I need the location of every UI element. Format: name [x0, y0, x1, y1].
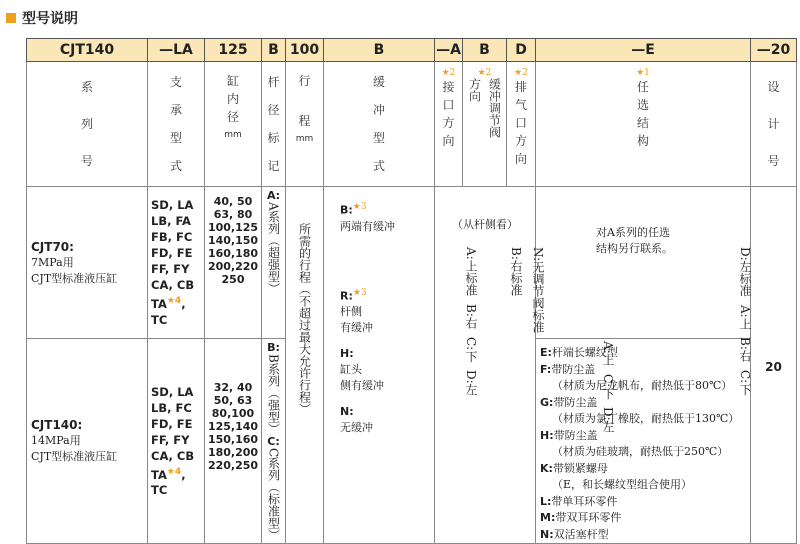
label-series: [27, 62, 148, 187]
adj-option: A:上: [601, 341, 615, 366]
design-value: 20: [765, 359, 782, 374]
support-item: FF, FY: [151, 262, 190, 277]
bore-item: 80,100: [211, 407, 255, 420]
rod-code: C:: [267, 434, 280, 448]
code-adj: B: [463, 39, 507, 62]
cushion-code: R:: [340, 289, 353, 303]
label-char: 程: [298, 114, 311, 128]
option-text: 带防尘盖: [553, 395, 598, 409]
adj-option: N:无调节阀标准: [531, 247, 545, 334]
option-code: N:: [540, 527, 554, 541]
label-char: 型: [169, 131, 182, 145]
port-option: B:右: [464, 303, 478, 329]
note-star: ★3: [352, 287, 367, 298]
label-char: 冲: [372, 103, 385, 117]
label-char: 行: [298, 74, 311, 88]
label-char: 计: [767, 116, 780, 131]
label-char: 标: [267, 131, 280, 145]
label-char: 口: [514, 116, 527, 130]
bore-list-a: [205, 187, 262, 339]
option-text: 杆端长螺纹型: [551, 346, 618, 359]
option-text: 带防尘盖: [553, 428, 598, 442]
support-item: CA, CB: [151, 448, 195, 463]
support-item: SD, LA: [151, 198, 194, 213]
label-char: 式: [372, 159, 385, 173]
label-char: 型: [372, 131, 385, 145]
stroke-cell: [286, 187, 324, 544]
label-char: 式: [169, 159, 182, 173]
support-item: LB, FC: [151, 400, 192, 415]
option-code: F:: [540, 362, 552, 376]
port-option: D:左: [464, 369, 478, 396]
option-code: M:: [540, 511, 556, 524]
label-char: 杆: [267, 75, 280, 89]
label-options: [536, 62, 751, 187]
cushion-text: 侧有缓冲: [340, 379, 384, 393]
label-char: 接: [442, 80, 455, 94]
code-port: —A: [435, 39, 463, 62]
label-char: 径: [226, 110, 239, 124]
label-stroke: [286, 62, 324, 187]
series-desc: 14MPa用: [31, 434, 81, 447]
label-char: 列: [80, 116, 93, 131]
bore-item: 32, 40: [213, 381, 253, 394]
adj-options: [507, 247, 709, 433]
rod-text: C系列（标准型）: [266, 447, 281, 542]
port-options: [435, 247, 507, 433]
note-star: ★4: [166, 296, 182, 307]
bore-item: 63, 80: [213, 208, 253, 221]
bore-item: 200,220: [207, 260, 259, 273]
support-item: FD, FE: [151, 246, 193, 261]
note-star: ★2: [514, 68, 528, 78]
label-char: 向: [442, 134, 455, 148]
bore-item: 250: [221, 273, 245, 286]
vent-option: B:右: [738, 337, 752, 363]
label-char: 构: [636, 134, 649, 148]
label-bore: [205, 62, 262, 187]
label-char: 排: [514, 80, 527, 94]
label-char: 结: [636, 116, 649, 130]
label-char: 缓: [372, 75, 385, 89]
support-item: [151, 293, 204, 328]
label-char: 径: [267, 103, 280, 117]
note-star: ★2: [441, 68, 456, 78]
label-char: 内: [226, 92, 239, 106]
option-text: （材质为尼龙帆布，耐热低于80℃）: [552, 379, 733, 392]
support-item: FF, FY: [151, 432, 190, 447]
vent-option: A:上: [738, 304, 752, 330]
label-row: [27, 62, 797, 187]
cushion-text: 有缓冲: [340, 321, 373, 335]
label-cushion: [324, 62, 435, 187]
bore-list-b: [205, 339, 262, 544]
label-vent: [507, 62, 536, 187]
note-star: ★2: [477, 68, 492, 78]
support-item: FB, FC: [151, 230, 193, 245]
rod-code: A:: [266, 189, 281, 202]
option-text: 带防尘盖: [551, 362, 596, 376]
rod-a-cell: [262, 187, 286, 339]
series-code: CJT70:: [31, 239, 74, 254]
support-list-a: [148, 187, 205, 339]
label-port: [435, 62, 463, 187]
cushion-text: 缸头: [340, 363, 362, 377]
option-code: G:: [540, 395, 554, 409]
label-adj: [463, 62, 507, 187]
rod-text: B系列（强型）: [266, 354, 281, 435]
view-note: （从杆侧看）: [452, 218, 518, 231]
support-item: LB, FA: [151, 214, 191, 229]
label-char: 任: [636, 80, 649, 94]
label-char: 口: [442, 98, 455, 112]
label-char: 系: [80, 79, 93, 94]
bore-item: 160,180: [207, 247, 259, 260]
section-title: [6, 8, 78, 28]
label-char: 向: [514, 152, 527, 166]
page-title: 型号说明: [22, 11, 78, 27]
rod-bc-cell: [262, 339, 286, 544]
label-char: 承: [169, 103, 182, 117]
support-item-code: TA: [151, 467, 167, 482]
label-unit: mm: [295, 134, 314, 144]
support-item: FD, FE: [151, 416, 193, 431]
model-spec-table: [26, 38, 797, 544]
adj-option: C:下: [601, 373, 615, 400]
bore-item: 180,200: [207, 446, 259, 459]
stroke-text: 所需的行程（不超过最大允许行程）: [297, 223, 312, 415]
bore-item: 150,160: [207, 433, 259, 446]
series-desc: 7MPa用: [31, 255, 74, 269]
spec-row-a: [27, 187, 797, 339]
support-item: SD, LA: [151, 384, 194, 399]
code-vent: D: [507, 39, 536, 62]
series-cjt140: [27, 339, 148, 544]
label-support: [148, 62, 205, 187]
option-code: K:: [540, 461, 553, 475]
port-option: A:上标准: [464, 247, 478, 296]
option-text: （材质为硅玻璃，耐热低于250℃）: [552, 445, 729, 458]
label-unit: mm: [224, 130, 242, 140]
port-option: C:下: [464, 336, 478, 362]
label-vertical: 方向: [467, 78, 482, 102]
rod-text: A系列（超强型）: [266, 202, 281, 295]
vent-options: [709, 247, 781, 433]
options-note: 结构另行联系。: [596, 242, 673, 255]
support-item: CA, CB: [151, 278, 195, 293]
code-design: —20: [751, 39, 797, 62]
bore-item: 50, 63: [213, 394, 253, 407]
support-item-code: TA: [151, 296, 167, 311]
cushion-code: B:: [340, 203, 353, 217]
options-note: 对A系列的任选: [596, 226, 670, 239]
cushion-text: 两端有缓冲: [340, 219, 395, 233]
series-cjt70: [27, 187, 148, 339]
option-text: （E，和长螺纹型组合使用）: [552, 478, 693, 491]
label-char: 方: [514, 134, 527, 148]
support-item: [151, 464, 204, 499]
bore-item: 125,140: [207, 420, 259, 433]
option-code: L:: [540, 494, 552, 508]
option-text: 带双耳环零件: [555, 511, 622, 524]
option-code: E:: [540, 346, 552, 359]
adj-option: D:左: [601, 407, 615, 433]
series-code: CJT140:: [31, 418, 83, 432]
label-char: 设: [767, 79, 780, 94]
label-char: 号: [767, 154, 780, 169]
label-char: 号: [80, 154, 93, 169]
code-series: CJT140: [27, 39, 148, 62]
label-char: 方: [442, 116, 455, 130]
label-vertical: 缓冲调节阀: [487, 78, 502, 138]
label-rod: [262, 62, 286, 187]
label-char: 支: [169, 75, 182, 89]
support-item-code: , TC: [151, 467, 186, 498]
vent-option: C:下: [738, 370, 752, 396]
note-star: ★3: [352, 202, 367, 212]
code-options: —E: [536, 39, 751, 62]
cushion-text: 无缓冲: [340, 421, 373, 435]
bore-item: 140,150: [207, 234, 259, 247]
series-desc: CJT型标准液压缸: [31, 450, 118, 463]
code-support: —LA: [148, 39, 205, 62]
note-star: ★1: [636, 68, 650, 78]
option-code: H:: [540, 428, 554, 442]
rod-code: B:: [267, 341, 280, 354]
option-text: （材质为氯丁橡胶，耐热低于130℃）: [552, 412, 740, 425]
vent-option: D:左标准: [738, 247, 752, 297]
label-char: 气: [514, 98, 527, 112]
code-stroke: 100: [286, 39, 324, 62]
cushion-code: H:: [340, 347, 354, 361]
support-list-b: [148, 339, 205, 544]
bore-item: 40, 50: [213, 195, 253, 208]
option-text: 带锁紧螺母: [552, 461, 608, 475]
cushion-code: N:: [340, 405, 354, 419]
cushion-cell: [324, 187, 435, 544]
code-rod: B: [262, 39, 286, 62]
code-bore: 125: [205, 39, 262, 62]
bore-item: 220,250: [207, 459, 259, 472]
bore-item: 100,125: [207, 221, 259, 234]
option-text: 双活塞杆型: [553, 527, 609, 541]
option-text: 带单耳环零件: [551, 494, 618, 508]
label-char: 选: [636, 98, 649, 112]
support-item-code: , TC: [151, 296, 186, 327]
code-cushion: B: [324, 39, 435, 62]
code-row: [27, 39, 797, 62]
label-char: 缸: [226, 74, 239, 88]
cushion-text: 杆侧: [340, 305, 362, 319]
title-bullet-square: [6, 13, 16, 23]
label-char: 记: [267, 159, 280, 173]
note-star: ★4: [166, 466, 182, 477]
adj-option: B:右标准: [509, 247, 523, 296]
label-design: [751, 62, 797, 187]
series-desc: CJT型标准液压缸: [31, 271, 118, 285]
